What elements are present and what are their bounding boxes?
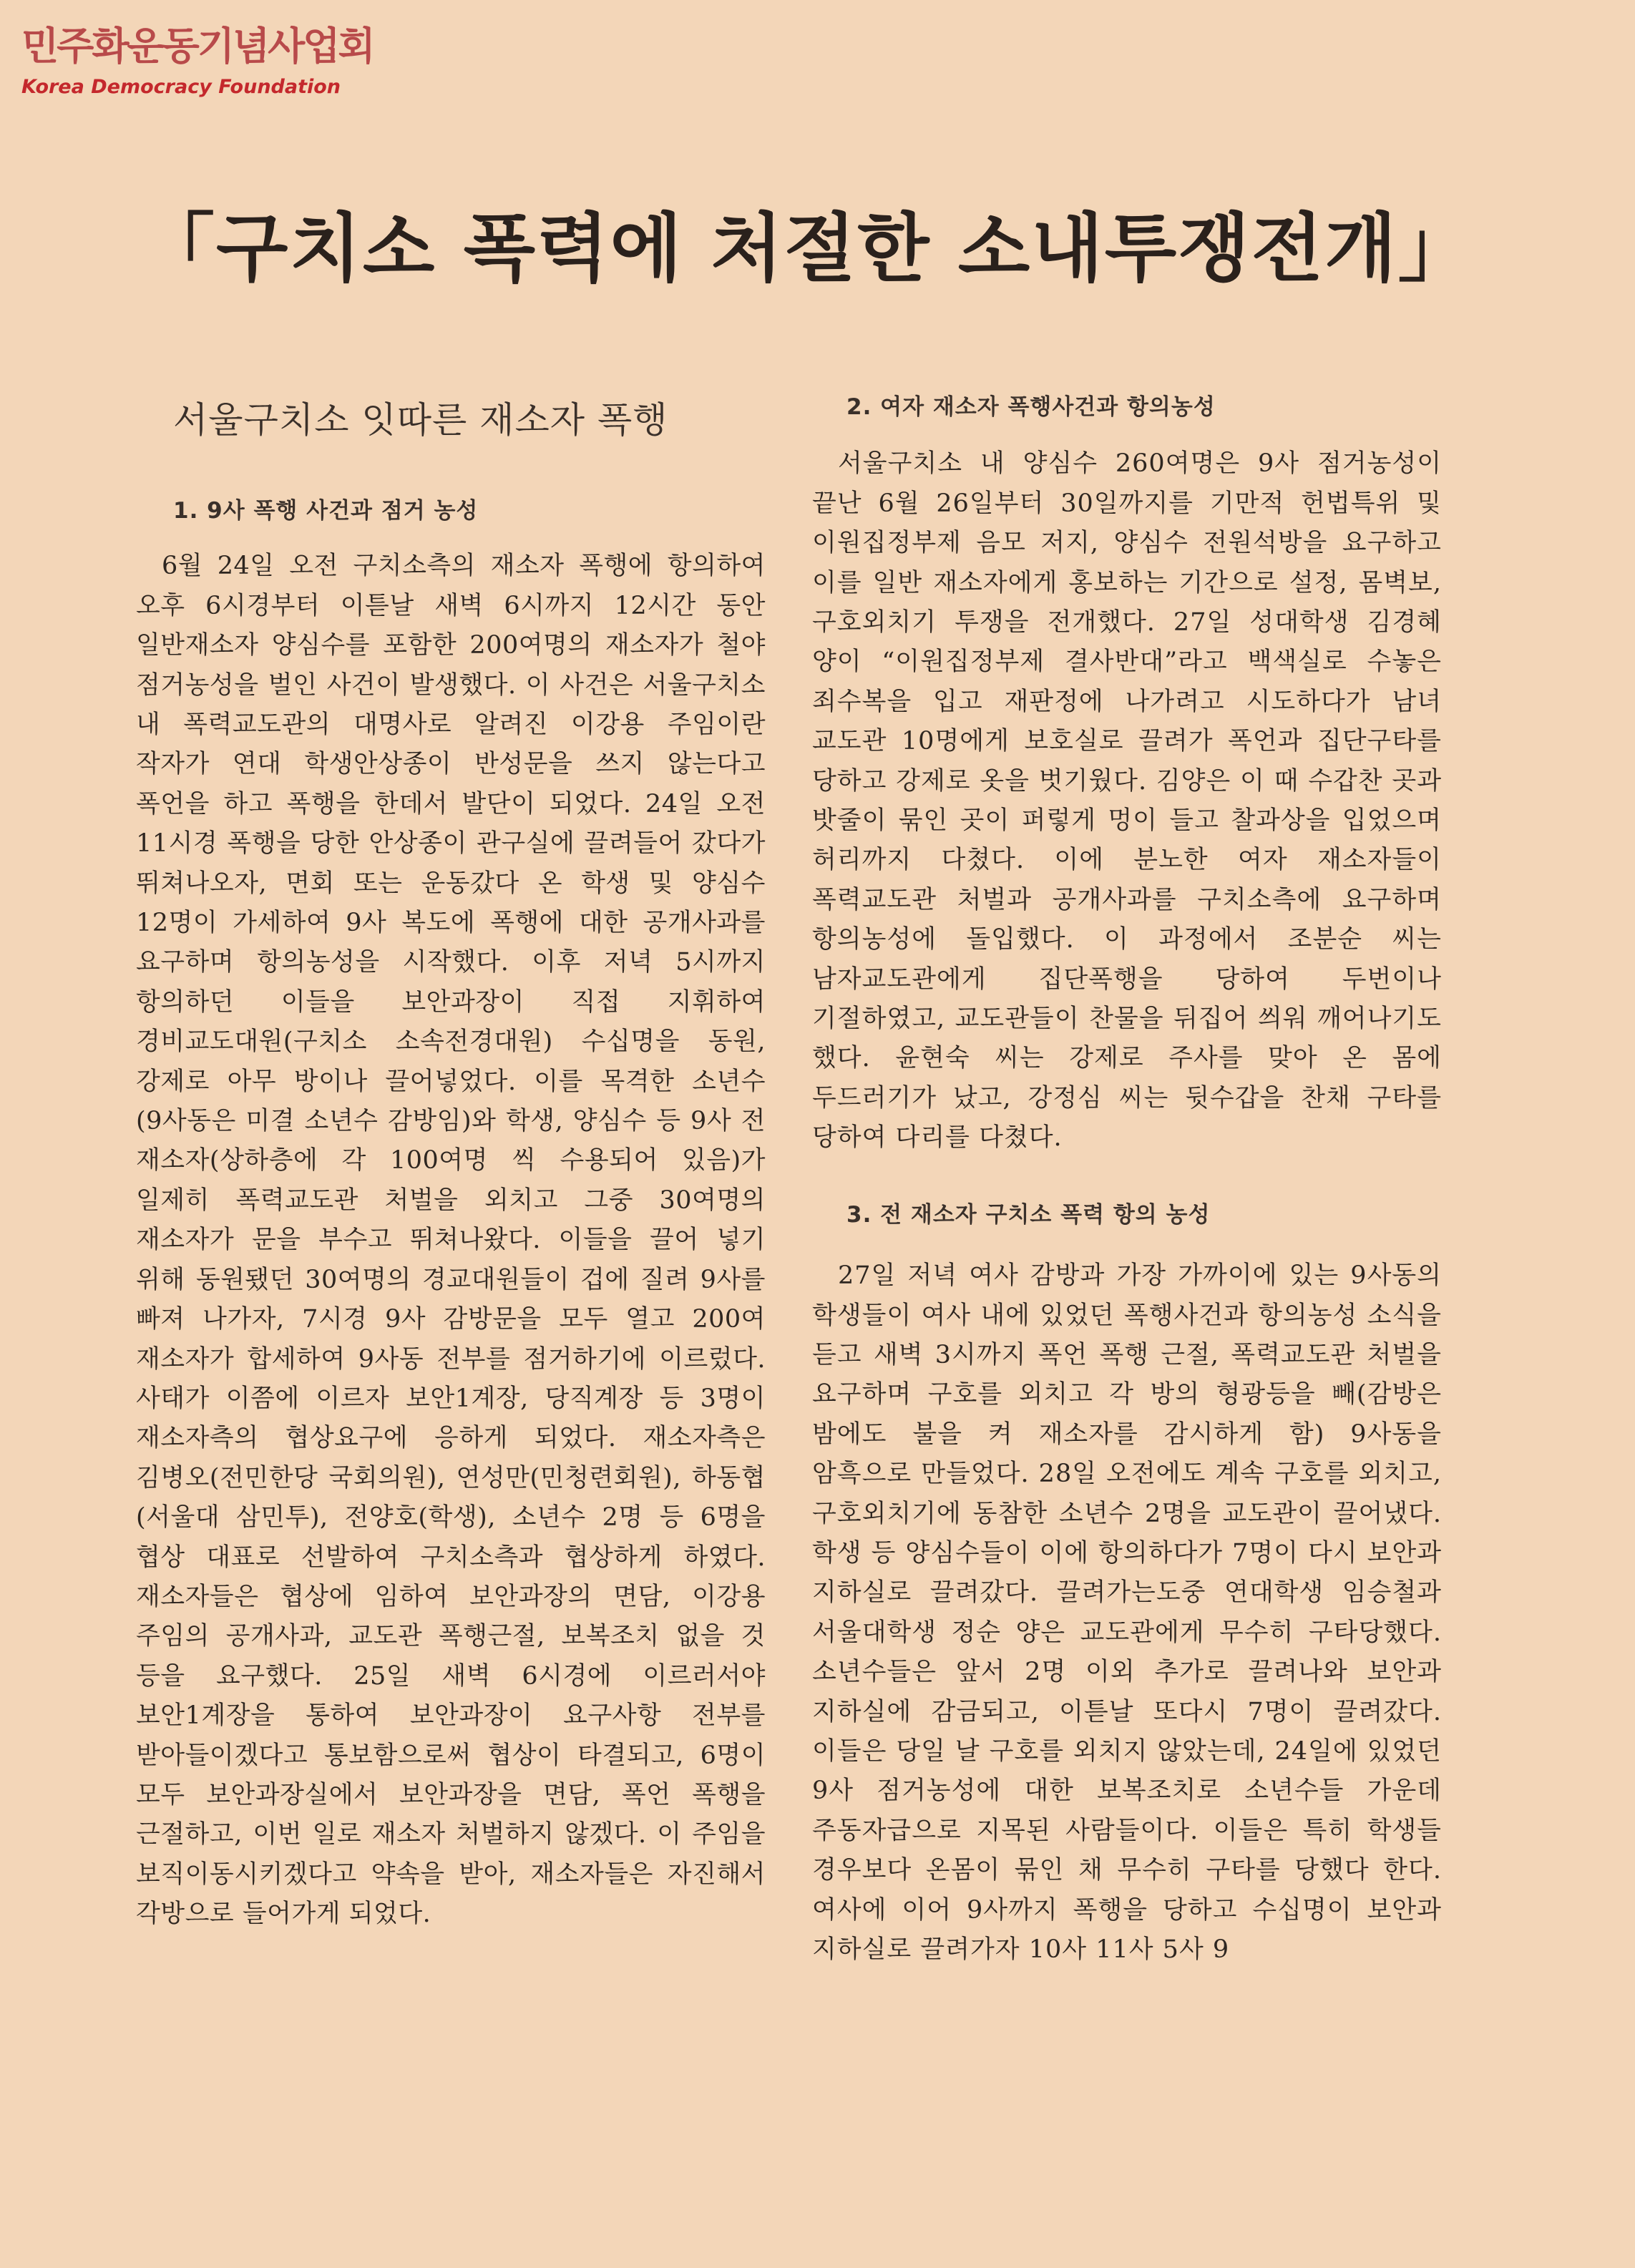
section-body-2: 서울구치소 내 양심수 260여명은 9사 점거농성이 끝난 6월 26일부터 30일까지를 기만적 헌법특위 및 이원집정부제 음모 저지, 양심수 전원석방을 요구하고 이를 일반 재소자에게 홍보하는 기간으로 설정, 몸벽보, 구호외치기 투쟁을 전개했다. 27일 성대학생 김경혜 양이 “이원집정부제 결사반대”라고 백색실로 수놓은 죄수복을 입고 재판정에 나가려고 시도하다가 남녀 교도관 10명에게 보호실로 끌려가 폭언과 집단구타를 당하고 강제로 옷을 벗기웠다. 김양은 이 때 수갑찬 곳과 밧줄이 묶인 곳이 퍼렇게 멍이 들고 찰과상을 입었으며 허리까지 다쳤다. 이에 분노한 여자 재소자들이 폭력교도관 처벌과 공개사과를 구치소측에 요구하며 항의농성에 돌입했다. 이 과정에서 조분순 씨는 남자교도관에게 집단폭행을 당하여 두번이나 기절하였고, 교도관들이 찬물을 뒤집어 씌워 깨어나기도 했다. 윤현숙 씨는 강제로 주사를 맞아 온 몸에 두드러기가 났고, 강정심 씨는 뒷수갑을 찬채 구타를 당하여 다리를 다쳤다.	[812, 449, 1442, 1153]
section-body-1: 6월 24일 오전 구치소측의 재소자 폭행에 항의하여 오후 6시경부터 이튿날 새벽 6시까지 12시간 동안 일반재소자 양심수를 포함한 200여명의 재소자가 철야 점거농성을 벌인 사건이 발생했다. 이 사건은 서울구치소 내 폭력교도관의 대명사로 알려진 이강용 주임이란 작자가 연대 학생안상종이 반성문을 쓰지 않는다고 폭언을 하고 폭행을 한데서 발단이 되었다. 24일 오전 11시경 폭행을 당한 안상종이 관구실에 끌려들어 갔다가 뛰쳐나오자, 면회 또는 운동갔다 온 학생 및 양심수 12명이 가세하여 9사 복도에 폭행에 대한 공개사과를 요구하며 항의농성을 시작했다. 이후 저녁 5시까지 항의하던 이들을 보안과장이 직접 지휘하여 경비교도대원(구치소 소속전경대원) 수십명을 동원, 강제로 아무 방이나 끌어넣었다. 이를 목격한 소년수(9사동은 미결 소년수 감방임)와 학생, 양심수 등 9사 전 재소자(상하층에 각 100여명 씩 수용되어 있음)가 일제히 폭력교도관 처벌을 외치고 그중 30여명의 재소자가 문을 부수고 뛰쳐나왔다. 이들을 끌어 넣기 위해 동원됐던 30여명의 경교대원들이 겁에 질려 9사를 빠져 나가자, 7시경 9사 감방문을 모두 열고 200여 재소자가 합세하여 9사동 전부를 점거하기에 이르렀다. 사태가 이쯤에 이르자 보안1계장, 당직계장 등 3명이 재소자측의 협상요구에 응하게 되었다. 재소자측은 김병오(전민한당 국회의원), 연성만(민청련회원), 하동협(서울대 삼민투), 전양호(학생), 소년수 2명 등 6명을 협상 대표로 선발하여 구치소측과 협상하게 하였다. 재소자들은 협상에 임하여 보안과장의 면담, 이강용 주임의 공개사과, 교도관 폭행근절, 보복조치 없을 것 등을 요구했다. 25일 새벽 6시경에 이르러서야 보안1계장을 통하여 보안과장이 요구사항 전부를 받아들이겠다고 통보함으로써 협상이 타결되고, 6명이 모두 보안과장실에서 보안과장을 면담, 폭언 폭행을 근절하고, 이번 일로 재소자 처벌하지 않겠다. 이 주임을 보직이동시키겠다고 약속을 받아, 재소자들은 자진해서 각방으로 들어가게 되었다.	[136, 552, 766, 1929]
section-heading-3: 3. 전 재소자 구치소 폭력 항의 농성	[846, 1201, 1211, 1228]
section-body-3: 27일 저녁 여사 감방과 가장 가까이에 있는 9사동의 학생들이 여사 내에 있었던 폭행사건과 항의농성 소식을 듣고 새벽 3시까지 폭언 폭행 근절, 폭력교도관 처벌을 요구하며 구호를 외치고 각 방의 형광등을 빼(감방은 밤에도 불을 켜 재소자를 감시하게 함) 9사동을 암흑으로 만들었다. 28일 오전에도 계속 구호를 외치고, 구호외치기에 동참한 소년수 2명을 교도관이 끌어냈다. 학생 등 양심수들이 이에 항의하다가 7명이 다시 보안과 지하실로 끌려갔다. 끌려가는도중 연대학생 임승철과 서울대학생 정순 양은 교도관에게 무수히 구타당했다. 소년수들은 앞서 2명 이외 추가로 끌려나와 보안과 지하실에 감금되고, 이튿날 또다시 7명이 끌려갔다. 이들은 당일 날 구호를 외치지 않았는데, 24일에 있었던 9사 점거농성에 대한 보복조치로 소년수들 가운데 주동자급으로 지목된 사람들이다. 이들은 특히 학생들 경우보다 온몸이 묶인 채 무수히 구타를 당했다 한다. 여사에 이어 9사까지 폭행을 당하고 수십명이 보안과 지하실로 끌려가자 10사 11사 5사 9	[812, 1261, 1442, 1964]
left-column	[136, 386, 766, 1935]
foundation-logo-korean: 민주화운동기념사업회	[21, 24, 374, 69]
right-column	[812, 392, 1442, 1970]
article-title: 「구치소 폭력에 처절한 소내투쟁전개」	[140, 205, 1474, 292]
foundation-logo-english: Korea Democracy Foundation	[21, 76, 341, 98]
section-heading-1: 1. 9사 폭행 사건과 점거 농성	[173, 498, 479, 524]
section-heading-2: 2. 여자 재소자 폭행사건과 항의농성	[846, 394, 1216, 420]
article-subtitle: 서울구치소 잇따른 재소자 폭행	[173, 399, 668, 441]
